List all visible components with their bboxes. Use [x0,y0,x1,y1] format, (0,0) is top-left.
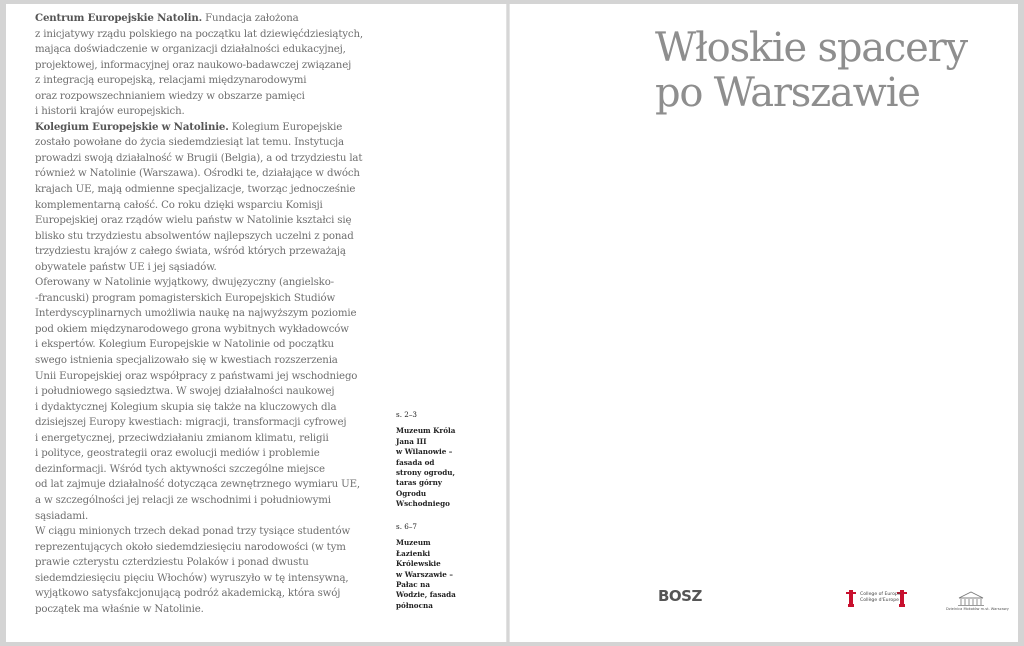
body-text-line [35,58,355,74]
body-text-line [35,182,355,198]
caption-1 [396,410,466,510]
body-text-line [35,586,355,602]
body-text-run: z integracją europejską, relacjami międzynarodowymi [35,75,307,87]
body-text-line [35,166,360,182]
body-text-line [35,42,355,58]
coe-text-line: Collège d'Europe [860,598,899,603]
body-text-run: krajach UE, mają odmienne specjalizacje, tworząc jednocześnie [35,184,356,196]
body-text-run: projektowej, informacyjnej oraz naukowo-badawczej związanej [35,59,352,71]
caption-line: Pałac na [396,580,431,590]
caption-line: Muzeum Króla [396,426,456,436]
caption-line: w Wilanowie – [396,447,453,457]
body-text-line [35,337,355,353]
body-text-line [35,213,355,229]
section-heading: Kolegium Europejskie w Natolinie. [35,120,229,133]
title-line: po Warszawie [655,70,920,116]
body-text-run: trzydziestu krajów z całego świata, wśród których przeważają [35,246,346,258]
body-text-line [35,369,358,385]
body-text-run: mająca doświadczenie w organizacji działalności edukacyjnej, [35,44,346,56]
caption-line: Muzeum [396,538,431,548]
body-text-run: blisko stu trzydziestu absolwentów najlepszych uczelni z ponad [35,230,354,242]
caption-line: Królewskie [396,559,441,569]
body-text-line [35,400,355,416]
body-text-run: początek ma właśnie w Natolinie. [35,603,204,615]
body-text-run: Europejskiej oraz rządów wielu państw w Natolinie kształci się [35,215,352,227]
body-text-run: i południowego sąsiedztwa. W swojej działalności naukowej [35,386,335,398]
right-page [510,4,1018,642]
book-title [655,26,1015,116]
body-text [35,11,363,617]
body-text-line [35,151,363,167]
warsaw-district-text: Dzielnica Mokotów m.st. Warszawy [946,607,1009,611]
body-text-run: prawie czterystu czterdziestu Polaków i ponad dwustu [35,557,309,569]
body-text-run: reprezentujących około siedemdziesięciu narodowości (w tym [35,541,346,553]
caption-2 [396,522,466,611]
body-text-line [35,73,355,89]
body-text-run: Unii Europejskiej oraz współpracy z państwami jej wschodniego [35,370,358,382]
body-text-run: wyjątkowo satysfakcjonującą podróż akademicką, która swój [35,588,341,600]
body-text-line [35,384,355,400]
body-text-run: zostało powołane do życia siedemdziesiąt lat temu. Instytucja [35,137,344,149]
body-text-run: pod okiem międzynarodowego grona wybitnych wykładowców [35,323,349,335]
body-text-run: i polityce, geostrategii oraz ewolucji mediów i problemie [35,448,320,460]
body-text-run: sąsiadami. [35,510,89,522]
left-page [6,4,506,642]
body-text-run: dzisiejszej Europy kwestiach: migracji, transformacji cyfrowej [35,417,347,429]
college-of-europe-text [860,592,901,604]
building-icon [946,590,996,620]
title-line: Włoskie spacery [655,25,967,71]
caption-line: fasada od [396,457,435,467]
body-text-line [35,229,355,245]
coe-text-line: College of Europe [860,592,901,597]
body-text-line [35,602,355,618]
body-text-line [35,462,355,478]
body-text-line [35,104,355,120]
body-text-run: również w Natolinie (Warszawa). Ośrodki te, działające w dwóch [35,168,360,180]
caption-pages: s. 6–7 [396,522,417,531]
caption-line: Wschodniego [396,499,450,509]
body-text-line [35,540,355,556]
body-text-line [35,431,355,447]
body-text-run: i energetycznej, przeciwdziałaniu zmianom klimatu, religii [35,432,329,444]
body-text-run: komplementarną całość. Co roku dzięki wsparciu Komisji [35,199,323,211]
body-text-run: Interdyscyplinarnych umożliwia naukę na najwyższym poziomie [35,308,357,320]
section-heading: Centrum Europejskie Natolin. [35,12,203,24]
body-text-line [35,11,355,27]
body-text-line [35,493,355,509]
caption-line: Wodzie, fasada [396,590,456,600]
body-text-run: -francuski) program pomagisterskich Europejskich Studiów [35,292,336,304]
body-text-line [35,477,360,493]
body-text-run: a w szczególności jej relacji ze wschodnimi i południowymi [35,494,331,506]
body-text-run: i historii krajów europejskich. [35,106,185,118]
caption-line: strony ogrodu, [396,468,456,478]
body-text-run: Oferowany w Natolinie wyjątkowy, dwujęzyczny (angielsko- [35,277,334,289]
body-text-line [35,275,355,291]
body-text-run: obywatele państw UE i jej sąsiadów. [35,261,217,273]
caption-line: północna [396,600,433,610]
body-text-run: i dydaktycznej Kolegium skupia się także na kluczowych dla [35,401,337,413]
body-text-run: od lat zajmuje działalność dotycząca zewnętrznego wymiaru UE, [35,479,360,491]
body-text-run: W ciągu minionych trzech dekad ponad trzy tysiące studentów [35,526,351,538]
body-text-line [35,509,355,525]
body-text-run: i ekspertów. Kolegium Europejskie w Natolinie od początku [35,339,334,351]
body-text-line [35,306,355,322]
caption-line: Łazienki [396,548,431,558]
body-text-line [35,135,355,151]
body-text-run: oraz rozpowszechnianiem wiedzy w obszarze pamięci [35,90,305,102]
bosz-logo: BOSZ [658,587,702,605]
caption-line: Ogrodu [396,488,427,498]
body-text-line [35,555,355,571]
body-text-run: Kolegium Europejskie [228,121,343,133]
body-text-line [35,244,355,260]
body-text-run: siedemdziesięciu pięciu Włochów) wyruszyło w tę intensywną, [35,572,349,584]
body-text-run: swego istnienia specjalizowało się w kwestiach rozszerzenia [35,355,338,367]
body-text-line [35,120,355,136]
body-text-run: z inicjatywy rządu polskiego na początku lat dziewięćdziesiątych, [35,28,363,40]
body-text-line [35,415,355,431]
body-text-line [35,260,355,276]
body-text-line [35,89,355,105]
body-text-run: Fundacja założona [202,13,299,24]
caption-line: taras górny [396,478,442,488]
body-text-line [35,446,355,462]
caption-line: w Warszawie – [396,569,453,579]
body-text-line [35,322,355,338]
caption-line: Jana III [396,436,427,446]
body-text-line [35,198,355,214]
body-text-line [35,571,355,587]
body-text-line [35,524,355,540]
body-text-line [35,27,363,43]
body-text-line [35,291,355,307]
body-text-run: dezinformacji. Wśród tych aktywności szczególne miejsce [35,463,325,475]
caption-pages: s. 2–3 [396,410,417,419]
body-text-line [35,353,355,369]
body-text-run: prowadzi swoją działalność w Brugii (Belgia), a od trzydziestu lat [35,152,363,164]
